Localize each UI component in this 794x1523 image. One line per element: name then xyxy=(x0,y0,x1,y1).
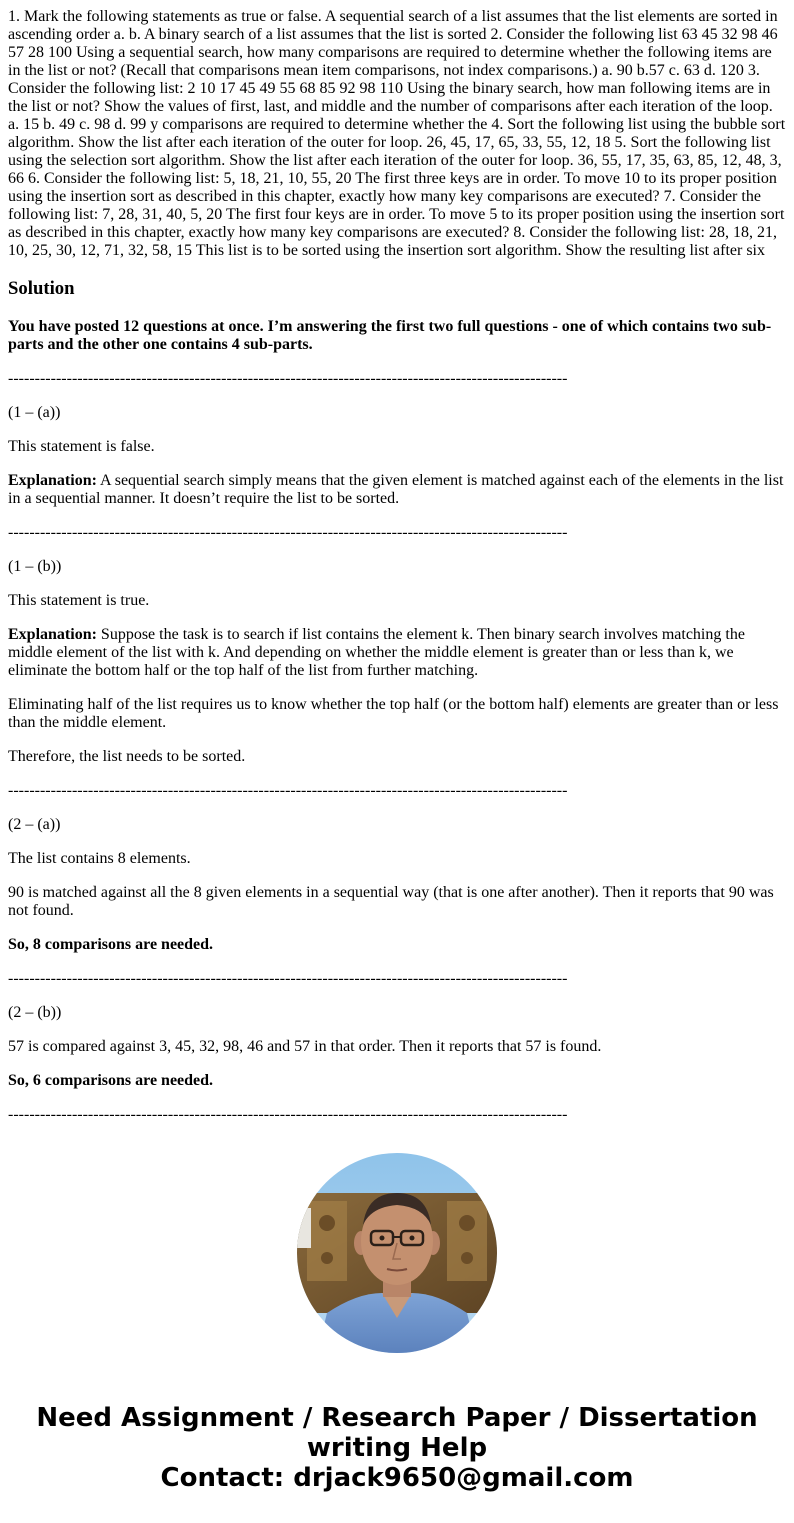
author-avatar xyxy=(297,1153,497,1353)
part-1b-explanation xyxy=(8,626,786,680)
part-2b-line: 57 is compared against 3, 45, 32, 98, 46 and 57 in that order. Then it reports that 57 is found. xyxy=(8,1038,602,1055)
explanation-label: Explanation: xyxy=(8,472,97,489)
part-1b-paragraph: Therefore, the list needs to be sorted. xyxy=(8,748,246,765)
part-1a-verdict: This statement is false. xyxy=(8,438,155,455)
author-photo-icon xyxy=(297,1153,497,1353)
part-2a-line: The list contains 8 elements. xyxy=(8,850,191,867)
part-2a-label: (2 – (a)) xyxy=(8,816,61,833)
solution-title: Solution xyxy=(8,278,75,299)
divider: --------------------------------------------------------------------------------------------------------- xyxy=(8,370,568,387)
explanation-text: A sequential search simply means that the given element is matched against each of the elements in the list in a sequential manner. It doesn’t require the list to be sorted. xyxy=(8,472,784,507)
part-2b-conclusion: So, 6 comparisons are needed. xyxy=(8,1072,214,1089)
divider: --------------------------------------------------------------------------------------------------------- xyxy=(8,1106,568,1123)
footer-line: Need Assignment / Research Paper / Dissertation xyxy=(36,1403,758,1433)
solution-intro: You have posted 12 questions at once. I’m answering the first two full questions - one of which contains two sub-parts and the other one contains 4 sub-parts. xyxy=(8,318,772,353)
divider: --------------------------------------------------------------------------------------------------------- xyxy=(8,970,568,987)
part-2b-label: (2 – (b)) xyxy=(8,1004,62,1021)
part-2a-line: 90 is matched against all the 8 given elements in a sequential way (that is one after another). Then it reports that 90 was not found. xyxy=(8,884,774,919)
part-1b-verdict: This statement is true. xyxy=(8,592,150,609)
part-2a-conclusion: So, 8 comparisons are needed. xyxy=(8,936,214,953)
part-1a-label: (1 – (a)) xyxy=(8,404,61,421)
explanation-text: Suppose the task is to search if list contains the element k. Then binary search involves matching the middle element of the list with k. And depending on whether the middle element is greater than or less than k, we eliminate the bottom half or the top half of the list from further matching. xyxy=(8,626,745,679)
divider: --------------------------------------------------------------------------------------------------------- xyxy=(8,782,568,799)
divider: --------------------------------------------------------------------------------------------------------- xyxy=(8,524,568,541)
footer-contact: Contact: drjack9650@gmail.com xyxy=(160,1463,634,1493)
footer-line: writing Help xyxy=(306,1433,488,1463)
part-1a-explanation xyxy=(8,472,786,508)
part-1b-paragraph: Eliminating half of the list requires us to know whether the top half (or the bottom half) elements are greater than or less than the middle element. xyxy=(8,696,779,731)
footer-promo xyxy=(0,1403,794,1493)
explanation-label: Explanation: xyxy=(8,626,97,643)
document-body xyxy=(8,8,786,1140)
question-text: 1. Mark the following statements as true or false. A sequential search of a list assumes that the list elements are sorted in ascending order a. b. A binary search of a list assumes that the list is sorted 2. Consider the following list 63 45 32 98 46 57 28 100 Using a sequential search, how many comparisons are required to determine whether the following items are in the list or not? (Recall that comparisons mean item comparisons, not index comparisons.) a. 90 b.57 c. 63 d. 120 3. Consider the following list: 2 10 17 45 49 55 68 85 92 98 110 Using the binary search, how man following items are in the list or not? Show the values of first, last, and middle and the number of comparisons after each iteration of the loop. a. 15 b. 49 c. 98 d. 99 y comparisons are required to determine whether the 4. Sort the following list using the bubble sort algorithm. Show the list after each iteration of the outer for loop. 26, 45, 17, 65, 33, 55, 12, 18 5. Sort the following list using the selection sort algorithm. Show the list after each iteration of the outer for loop. 36, 55, 17, 35, 63, 85, 12, 48, 3, 66 6. Consider the following list: 5, 18, 21, 10, 55, 20 The first three keys are in order. To move 10 to its proper position using the insertion sort as described in this chapter, exactly how many key comparisons are executed? 7. Consider the following list: 7, 28, 31, 40, 5, 20 The first four keys are in order. To move 5 to its proper position using the insertion sort as described in this chapter, exactly how many key comparisons are executed? 8. Consider the following list: 28, 18, 21, 10, 25, 30, 12, 71, 32, 58, 15 This list is to be sorted using the insertion sort algorithm. Show the resulting list after six xyxy=(8,8,786,259)
part-1b-label: (1 – (b)) xyxy=(8,558,62,575)
